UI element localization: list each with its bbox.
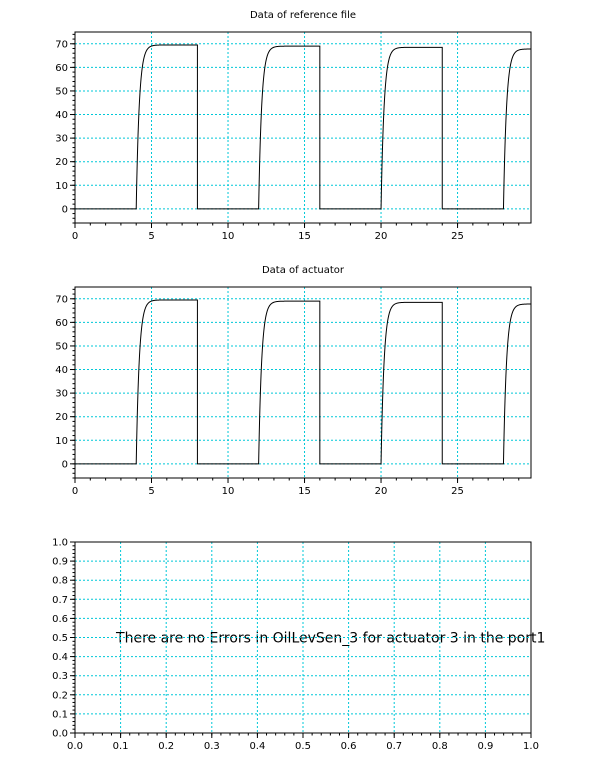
y-tick-label: 0.2 bbox=[52, 690, 68, 702]
x-tick-label: 0.7 bbox=[386, 741, 403, 752]
x-tick-label: 5 bbox=[148, 486, 155, 497]
x-tick-label: 0.8 bbox=[431, 741, 448, 752]
x-tick-label: 10 bbox=[221, 486, 235, 497]
x-tick-label: 25 bbox=[451, 486, 464, 497]
y-tick-label: 70 bbox=[55, 294, 68, 306]
x-tick-label: 5 bbox=[148, 231, 155, 242]
y-tick-label: 0.7 bbox=[52, 594, 68, 606]
y-tick-label: 70 bbox=[55, 39, 68, 51]
plot-actuator bbox=[55, 265, 531, 497]
plot-title: Data of reference file bbox=[249, 10, 357, 21]
y-tick-label: 20 bbox=[55, 412, 68, 424]
y-tick-label: 20 bbox=[55, 157, 68, 169]
y-tick-label: 0.6 bbox=[52, 613, 68, 625]
y-tick-label: 60 bbox=[55, 62, 68, 74]
y-tick-label: 10 bbox=[55, 435, 68, 447]
x-tick-label: 0 bbox=[71, 486, 79, 497]
x-tick-label: 0 bbox=[71, 231, 79, 242]
series-line bbox=[75, 45, 531, 209]
y-tick-label: 0.3 bbox=[52, 671, 68, 683]
y-tick-label: 0.0 bbox=[52, 728, 68, 740]
x-tick-label: 0.3 bbox=[203, 741, 220, 752]
y-tick-label: 0.4 bbox=[52, 652, 68, 664]
y-tick-label: 0.5 bbox=[52, 633, 68, 644]
error-message: There are no Errors in OilLevSen_3 for actuator 3 in the port1 bbox=[116, 630, 546, 647]
plot-reference-file bbox=[55, 10, 531, 242]
x-tick-label: 0.5 bbox=[295, 741, 311, 752]
y-tick-label: 30 bbox=[55, 388, 68, 400]
y-tick-label: 40 bbox=[55, 365, 68, 377]
x-tick-label: 0.4 bbox=[249, 741, 266, 752]
series-line bbox=[75, 300, 531, 464]
x-tick-label: 25 bbox=[451, 231, 464, 242]
y-tick-label: 50 bbox=[55, 341, 68, 353]
x-tick-label: 20 bbox=[374, 231, 388, 242]
y-tick-label: 1.0 bbox=[52, 537, 68, 549]
x-tick-label: 0.6 bbox=[340, 741, 357, 752]
y-tick-label: 30 bbox=[55, 133, 68, 145]
y-tick-label: 60 bbox=[55, 317, 68, 329]
x-tick-label: 15 bbox=[298, 231, 311, 242]
y-tick-label: 0.9 bbox=[52, 556, 68, 568]
y-tick-label: 10 bbox=[55, 180, 68, 192]
x-tick-label: 0.0 bbox=[67, 741, 83, 752]
y-tick-label: 50 bbox=[55, 86, 68, 98]
plot-title: Data of actuator bbox=[261, 265, 345, 276]
y-tick-label: 40 bbox=[55, 110, 68, 122]
y-tick-label: 0 bbox=[61, 459, 68, 471]
plot-error-report bbox=[52, 538, 545, 753]
y-tick-label: 0.1 bbox=[52, 709, 68, 721]
x-tick-label: 15 bbox=[298, 486, 311, 497]
y-tick-label: 0.8 bbox=[52, 575, 68, 587]
x-tick-label: 0.2 bbox=[158, 741, 175, 752]
x-tick-label: 0.1 bbox=[112, 741, 129, 752]
x-tick-label: 0.9 bbox=[477, 741, 494, 752]
x-tick-label: 10 bbox=[221, 231, 235, 242]
x-tick-label: 20 bbox=[374, 486, 388, 497]
y-tick-label: 0 bbox=[61, 204, 68, 216]
x-tick-label: 1.0 bbox=[523, 741, 539, 752]
